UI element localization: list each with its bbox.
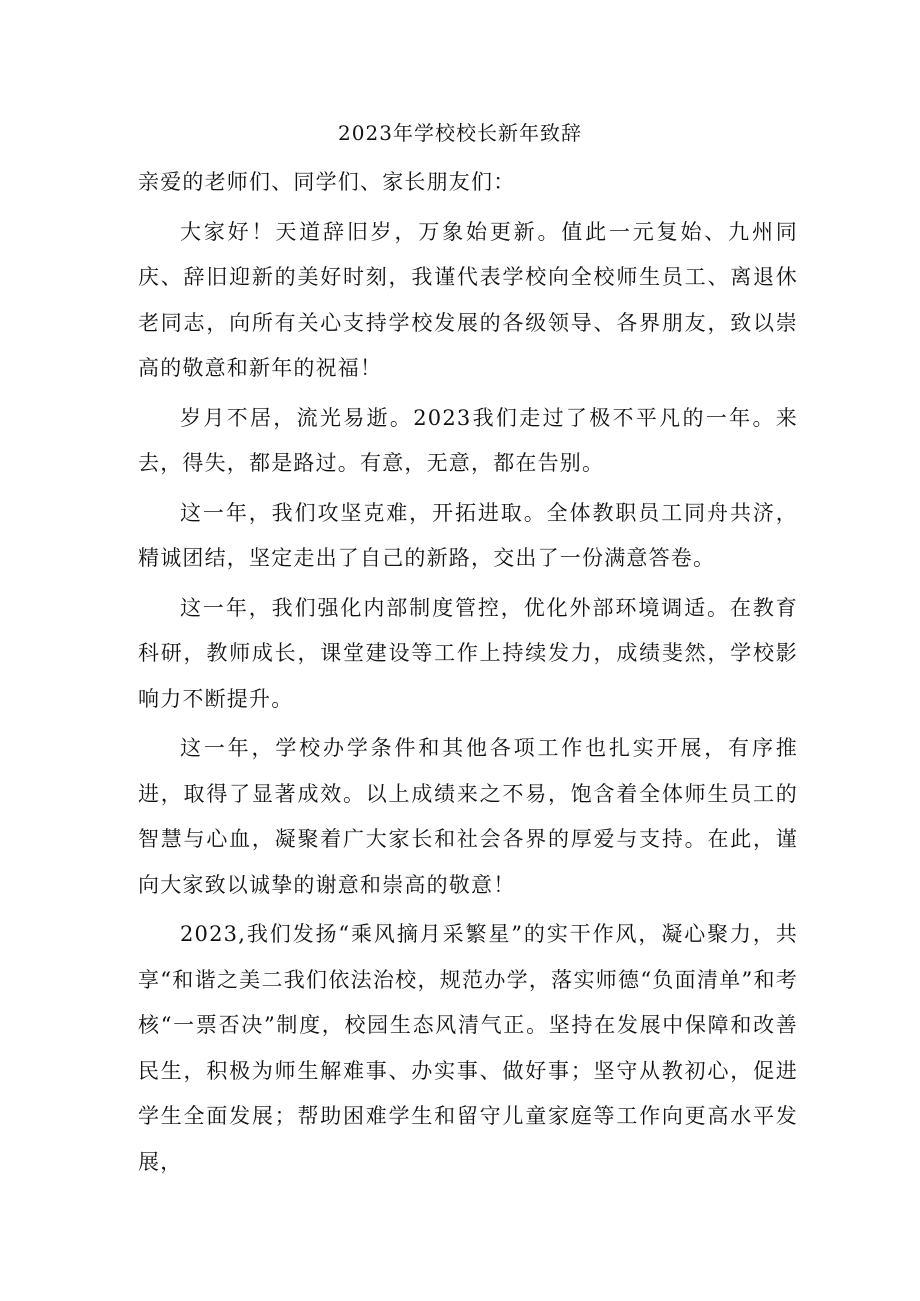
paragraph: 这一年，学校办学条件和其他各项工作也扎实开展，有序推进，取得了显著成效。以上成绩来之不易，饱含着全体师生员工的智慧与心血，凝聚着广大家长和社会各界的厚爱与支持。在此，谨向大家致以诚挚的谢意和崇高的敬意！ [138, 736, 798, 897]
paragraph: 2023,我们发扬“乘风摘月采繁星”的实干作风，凝心聚力，共享“和谐之美二我们依法治校，规范办学，落实师德“负面清单”和考核“一票否决”制度，校园生态风清气正。坚持在发展中保障和改善民生，积极为师生解难事、办实事、做好事；坚守从教初心，促进学生全面发展；帮助困难学生和留守儿童家庭等工作向更高水平发展， [138, 922, 798, 1174]
paragraph: 这一年，我们攻坚克难，开拓进取。全体教职员工同舟共济，精诚团结，坚定走出了自己的新路，交出了一份满意答卷。 [138, 500, 798, 570]
document-title: 2023年学校校长新年致辞 [338, 121, 582, 145]
document-body [138, 160, 798, 1189]
paragraph: 这一年，我们强化内部制度管控，优化外部环境调适。在教育科研，教师成长，课堂建设等工作上持续发力，成绩斐然，学校影响力不断提升。 [138, 595, 798, 711]
paragraph: 大家好！天道辞旧岁，万象始更新。值此一元复始、九州同庆、辞旧迎新的美好时刻，我谨代表学校向全校师生员工、离退休老同志，向所有关心支持学校发展的各级领导、各界朋友，致以崇高的敬意和新年的祝福！ [138, 219, 798, 380]
salutation: 亲爱的老师们、同学们、家长朋友们： [138, 170, 516, 194]
paragraph: 岁月不居，流光易逝。2023我们走过了极不平凡的一年。来去，得失，都是路过。有意，无意，都在告别。 [138, 405, 798, 475]
